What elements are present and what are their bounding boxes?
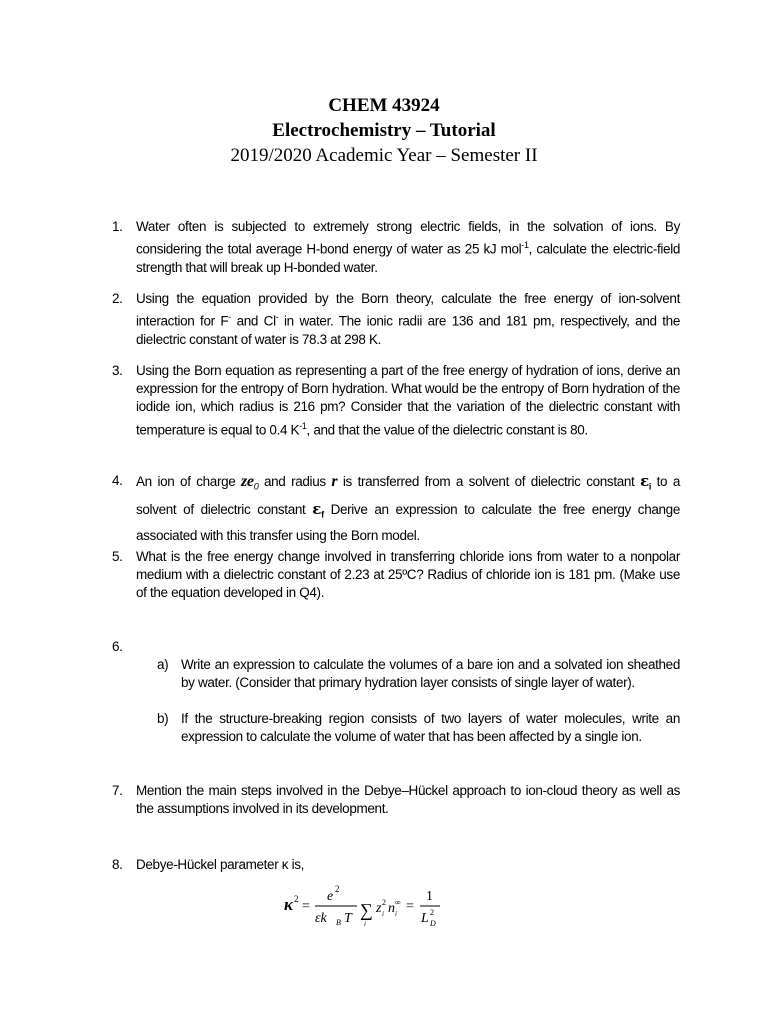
z-exponent: 2: [382, 898, 386, 907]
kappa-exponent: 2: [294, 894, 299, 904]
summation-sign: ∑: [360, 900, 373, 920]
n-superscript: ∞: [395, 898, 401, 907]
part-label: b): [157, 711, 169, 726]
question-number: 2.: [112, 291, 123, 306]
question-4: [112, 470, 680, 547]
part-text: If the structure-breaking region consists of two layers of water molecules, write an expression to calculate the volume of water that has been affected by a single ion.: [181, 711, 680, 745]
concentration-n: n: [388, 901, 395, 916]
academic-term: 2019/2020 Academic Year – Semester II: [230, 145, 538, 166]
question-2: [112, 290, 680, 349]
question-number: 7.: [112, 783, 123, 798]
question-7: [112, 782, 680, 818]
question-text: Using the equation provided by the Born theory, calculate the free energy of ion-solvent interaction for F- and Cl- in water. The ionic radii are 136 and 181 pm, respectively, and the dielectric constant of water is 78.3 at 298 K.: [136, 291, 681, 347]
question-text: What is the free energy change involved in transferring chloride ions from water to a nonpolar medium with a dielectric constant of 2.23 at 25ºC? Radius of chloride ion is 181 pm. (Make use of the equation developed in Q4).: [136, 549, 680, 601]
equals-sign-2: =: [406, 899, 414, 914]
question-text: Debye-Hückel parameter κ is,: [136, 857, 305, 872]
L-subscript-D: D: [430, 919, 436, 928]
question-number: 3.: [112, 363, 123, 378]
z-subscript: i: [382, 910, 384, 918]
document-header: [0, 93, 768, 168]
denominator-sub-b: B: [336, 918, 341, 927]
question-6-part-b: [157, 710, 680, 746]
part-text: Write an expression to calculate the volumes of a bare ion and a solvated ion sheathed by water. (Consider that primary hydration layer consists of single layer of water).: [181, 657, 680, 691]
question-number: 6.: [112, 639, 123, 654]
question-5: [112, 548, 680, 603]
L-exponent: 2: [430, 908, 434, 917]
kappa-symbol: κ: [284, 895, 294, 914]
question-text: Water often is subjected to extremely strong electric fields, in the solvation of ions. By considering the total average H-bond energy of water as 25 kJ mol$^{-1}$, calculate the electric-field strength that will break up H-bonded water.: [136, 219, 680, 275]
debye-huckel-formula: [284, 880, 454, 930]
summation-index: i: [364, 920, 366, 928]
question-text: An ion of charge $ze_0$ and radius r is transferred from a solvent of dielectric constant $\varepsilon_i$ to a solvent of dielectric constant $\varepsilon_f$ Derive an expression to calculate the free energy change associated with this transfer using the Born model.: [136, 472, 680, 544]
part-label: a): [157, 657, 169, 672]
denominator-eps-k: εk: [315, 911, 327, 926]
question-number: 4.: [112, 473, 123, 488]
question-text: Using the Born equation as representing a part of the free energy of hydration of ions, derive an expression for the entropy of Born hydration. What would be the entropy of Born hydration of the iodide ion, which radius is 216 pm? Consider that the variation of the dielectric constant with temperature is equal to 0.4 $K^{-1}$, and that the value of the dielectric constant is 80.: [136, 363, 680, 438]
debye-length-L: L: [421, 911, 429, 926]
question-6-part-a: [157, 656, 680, 692]
denominator-t: T: [344, 911, 352, 926]
n-subscript: i: [395, 910, 397, 918]
question-number: 1.: [112, 219, 123, 234]
question-3: [112, 362, 680, 439]
equals-sign-1: =: [302, 899, 310, 914]
question-8: [112, 856, 680, 874]
numerator-one: 1: [426, 889, 433, 904]
charge-z: z: [376, 901, 382, 916]
question-1: [112, 218, 680, 277]
numerator-e: e: [327, 889, 334, 904]
question-number: 5.: [112, 549, 123, 564]
document-title: Electrochemistry – Tutorial: [272, 120, 496, 141]
question-number: 8.: [112, 857, 123, 872]
numerator-exponent: 2: [335, 884, 340, 894]
course-code: CHEM 43924: [328, 95, 440, 116]
question-text: Mention the main steps involved in the Debye–Hückel approach to ion-cloud theory as well as the assumptions involved in its development.: [136, 783, 680, 817]
